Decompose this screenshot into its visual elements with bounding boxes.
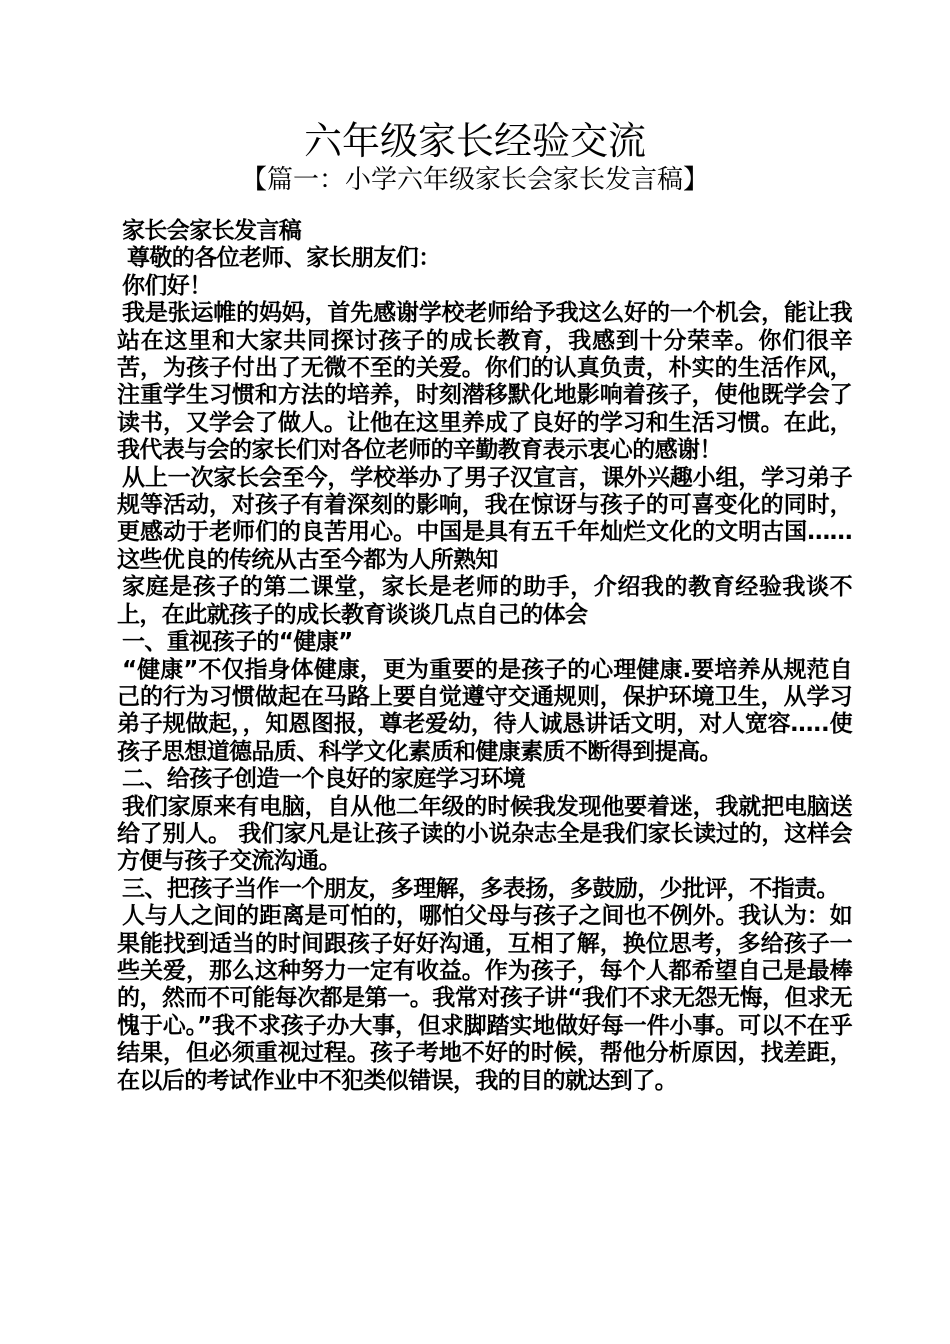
salutation: 尊敬的各位老师、家长朋友们： bbox=[127, 245, 441, 272]
section-heading-environment: 二、给孩子创造一个良好的家庭学习环境 bbox=[122, 766, 526, 793]
document-title: 六年级家长经验交流 bbox=[303, 119, 646, 163]
paragraph-thanks: 我是张运帷的妈妈，首先感谢学校老师给予我这么好的一个机会，能让我站在这里和大家共同探讨孩子的成长教育，我感到十分荣幸。你们很辛苦，为孩子付出了无微不至的关爱。你们的认真负责，朴实的生活作风，注重学生习惯和方法的培养，时刻潜移默化地影响着孩子，使他既学会了读书，又学会了做人。让他在这里养成了良好的学习和生活习惯。在此，我代表与会的家长们对各位老师的辛勤教育表示衷心的感谢！ bbox=[117, 300, 852, 464]
speech-heading: 家长会家长发言稿 bbox=[122, 218, 302, 244]
paragraph-environment: 我们家原来有电脑，自从他二年级的时候我发现他要着迷，我就把电脑送给了别人。 我们家凡是让孩子读的小说杂志全是我们家长读过的，这样会方便与孩子交流沟通。 bbox=[117, 793, 852, 875]
paragraph-activities: 从上一次家长会至今，学校举办了男子汉宣言，课外兴趣小组，学习弟子规等活动，对孩子有着深刻的影响，我在惊讶与孩子的可喜变化的同时，更感动于老师们的良苦用心。中国是具有五千年灿烂文化的文明古国……这些优良的传统从古至今都为人所熟知 bbox=[117, 464, 852, 573]
document-subtitle: 【篇一：小学六年级家长会家长发言稿】 bbox=[240, 165, 709, 195]
paragraph-health: “健康”不仅指身体健康，更为重要的是孩子的心理健康.要培养从规范自己的行为习惯做起在马路上要自觉遵守交通规则，保护环境卫生，从学习弟子规做起，，知恩图报，尊老爱幼，待人诚恳讲话文明，对人宽容…..使孩子思想道德品质、科学文化素质和健康素质不断得到提高。 bbox=[117, 656, 852, 765]
greeting: 你们好！ bbox=[122, 272, 212, 299]
section-heading-friend: 三、把孩子当作一个朋友，多理解，多表扬，多鼓励，少批评，不指责。 bbox=[122, 875, 839, 902]
paragraph-introduction: 家庭是孩子的第二课堂，家长是老师的助手，介绍我的教育经验我谈不上，在此就孩子的成长教育谈谈几点自己的体会 bbox=[117, 574, 852, 628]
section-heading-health: 一、重视孩子的“健康” bbox=[122, 629, 353, 656]
document-body bbox=[117, 218, 852, 1095]
paragraph-friend: 人与人之间的距离是可怕的，哪怕父母与孩子之间也不例外。我认为：如果能找到适当的时间跟孩子好好沟通，互相了解，换位思考，多给孩子一些关爱，那么这种努力一定有收益。作为孩子，每个人都希望自己是最棒的，然而不可能每次都是第一。我常对孩子讲“我们不求无怨无悔，但求无愧于心。”我不求孩子办大事，但求脚踏实地做好每一件小事。可以不在乎结果，但必须重视过程。孩子考地不好的时候，帮他分析原因，找差距，在以后的考试作业中不犯类似错误，我的目的就达到了。 bbox=[117, 903, 852, 1094]
